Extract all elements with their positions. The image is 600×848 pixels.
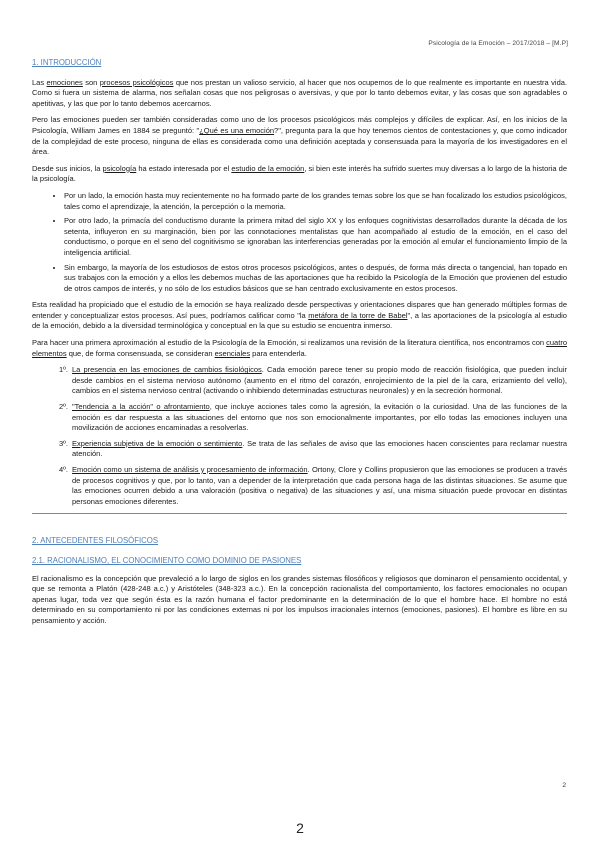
item-text	[72, 365, 567, 397]
text: Desde sus inicios, la	[32, 163, 103, 173]
term-estudio-emocion: estudio de la emoción	[231, 163, 305, 173]
item-number: 2º.	[59, 402, 68, 412]
page-number-large: 2	[296, 820, 304, 836]
paragraph-2	[32, 115, 567, 157]
bullet-item: • Sin embargo, la mayoría de los estudiosos de estos otros procesos psicológicos, antes o después, de forma más directa o tangencial, han topado en sus trabajos con la emoción y a ellos les debemos muchas de las aportaciones que ha recibido la Psicología de la Emoción que provienen del estudio de otros campos de interés, y no sólo de los estudios básicos que se han centrado exclusivamente en estos procesos.	[64, 263, 567, 295]
item-text	[72, 402, 567, 434]
text: . Cada emoción parece tener su propio modo de reacción fisiológica, que pueden incluir desde cambios en el sistema nervioso autónomo (aumento en el ritmo del corazón, enrojecimiento de la piel de la cara, erizamiento del vello), cambios en el sistema nervioso central (activando o inhibiendo determinadas estructuras neuronales) y en la secreción hormonal.	[72, 365, 567, 396]
term-torre-de-babel: metáfora de la torre de Babel	[308, 310, 408, 320]
item-number: 1º.	[59, 365, 68, 375]
numbered-list	[32, 365, 567, 507]
paragraph-racionalismo: El racionalismo es la concepción que prevaleció a lo largo de siglos en los grandes sistemas filosóficos y religiosos que dominaron el pensamiento occidental, y que se remonta a Platón (428-248 a.c.) y Aristóteles (348-323 a.c.). En la concepción racionalista del comportamiento, los factores emocionales no ocupan apenas lugar, toda vez que según ésta es la razón humana el factor predominante en la determinación de lo que el hombre hace. El hombre no está determinado en su comportamiento ni por las condiciones externas ni por los impulsos irracionales internos (emociones, pasiones). El hombre es libre en su pensamiento y acción.	[32, 573, 567, 625]
item-heading: Experiencia subjetiva de la emoción o sentimiento	[72, 438, 243, 448]
text: son	[82, 77, 100, 87]
item-heading: "Tendencia a la acción" o afrontamiento	[72, 402, 210, 412]
text: Para hacer una primera aproximación al estudio de la Psicología de la Emoción, si realizamos una revisión de la literatura científica, nos encontramos con	[32, 338, 547, 348]
text: que nos prestan un valioso servicio, al hacer que nos ocupemos de lo que realmente es importante en nuestra vida. Como si fuera un sistema de alarma, nos señalan cosas que nos peligrosas o aversivas, y que por lo tanto debemos evitar, y las cosas que son agradables o apetitivas, y las que por lo tanto debemos acercarnos.	[32, 77, 567, 108]
numbered-item	[32, 365, 567, 397]
text: . Ortony, Clore y Collins propusieron que las emociones se producen a través de procesos cognitivos y que, por lo tanto, van a depender de la interpretación que cada persona haga de las distintas situaciones. Se asume que las emociones ocurren debido a una valoración (positiva o negativa) de las situaciones y así, una misma situación puede provocar en distintas personas emociones diferentes.	[72, 465, 567, 506]
numbered-item	[32, 465, 567, 507]
text: Pero las emociones pueden ser también consideradas como uno de los procesos psicológicos más complejos y difíciles de explicar. Así, en los inicios de la Psicología, William James en 1884 se preguntó: "	[32, 115, 567, 135]
section-title-introduccion: 1. INTRODUCCIÓN	[32, 58, 102, 67]
section-divider	[32, 513, 567, 514]
text: ha estado interesada por el	[136, 163, 232, 173]
page-content	[32, 58, 567, 633]
quote-que-es-una-emocion: ¿Qué es una emoción	[199, 125, 275, 135]
paragraph-1	[32, 78, 567, 110]
paragraph-3	[32, 164, 567, 185]
text: , si bien este interés ha sufrido suertes muy diversas a lo largo de la historia de la psicología.	[32, 163, 568, 184]
numbered-item	[32, 439, 567, 460]
text: , que incluye acciones tales como la agresión, la evitación o la curiosidad. Una de las funciones de la emoción es dar respuesta a las situaciones del entorno que nos son emocionalmente importantes, por ello todas las emociones incluyen una movilización de acciones encaminadas a resolverlas.	[72, 402, 567, 433]
subsection-title-racionalismo: 2.1. RACIONALISMO, EL CONOCIMIENTO COMO DOMINIO DE PASIONES	[32, 555, 302, 565]
item-number: 4º.	[59, 465, 68, 474]
item-text	[72, 465, 567, 507]
term-procesos-psicologicos: procesos psicológicos	[99, 77, 174, 87]
item-number: 3º.	[59, 438, 68, 448]
bullet-item: • Por un lado, la emoción hasta muy recientemente no ha formado parte de los grandes temas sobre los que se han focalizado los estudios psicológicos, tales como el aprendizaje, la atención, la percepción o la memoria.	[64, 191, 567, 212]
page-number-footer: 2	[562, 782, 566, 789]
term-psicologia: psicología	[102, 163, 137, 173]
item-heading: La presencia en las emociones de cambios fisiológicos	[72, 365, 262, 375]
bullet-item: • Por otro lado, la primacía del conductismo durante la primera mitad del siglo XX y los enfoques cognitivistas desarrollados durante la década de los setenta, influyeron en su marginación, bien por las connotaciones mentalistas que han acompañado al estudio de la emoción, en el caso del conductismo, o porque en el seno del cognitivismo se ignoraban las interferencias generadas por la emoción al emular el funcionamiento limpio de la inteligencia artificial.	[64, 216, 567, 258]
term-cuatro-elementos: cuatro elementos	[32, 338, 567, 358]
text: para entenderla.	[250, 348, 307, 358]
term-esenciales: esenciales	[214, 348, 251, 358]
text: Esta realidad ha propiciado que el estudio de la emoción se haya realizado desde perspectivas y orientaciones dispares que han generado múltiples formas de entender y conceptualizar estos procesos. Así pues, podríamos calificar como "la	[32, 300, 567, 320]
item-text	[72, 439, 567, 460]
text: . Se trata de las señales de aviso que las emociones hacen conscientes para reclamar nuestra atención.	[72, 438, 567, 459]
numbered-item	[32, 402, 567, 434]
text: ?", pregunta para la que hoy tenemos cientos de contestaciones y, que como indicador de la complejidad de este proceso, ninguna de ellas es considerada como una definición aceptada y consensuada para la mayoría de los investigadores en el área.	[32, 125, 568, 157]
term-emociones: emociones	[46, 77, 83, 87]
section-title-antecedentes: 2. ANTECEDENTES FILOSÓFICOS	[32, 536, 159, 546]
paragraph-4	[32, 300, 567, 332]
paragraph-5	[32, 338, 567, 359]
running-header: Psicología de la Emoción – 2017/2018 – [M.P]	[428, 40, 568, 47]
text: Las	[32, 77, 47, 87]
text: que, de forma consensuada, se consideran	[66, 348, 215, 358]
bullet-list	[32, 191, 567, 294]
text: ", a las aportaciones de la psicología al estudio de la emoción, debido a la diversidad terminológica y conceptual en la que su estudio se encuentra inmerso.	[32, 310, 567, 331]
item-heading: Emoción como un sistema de análisis y procesamiento de información	[72, 465, 308, 474]
